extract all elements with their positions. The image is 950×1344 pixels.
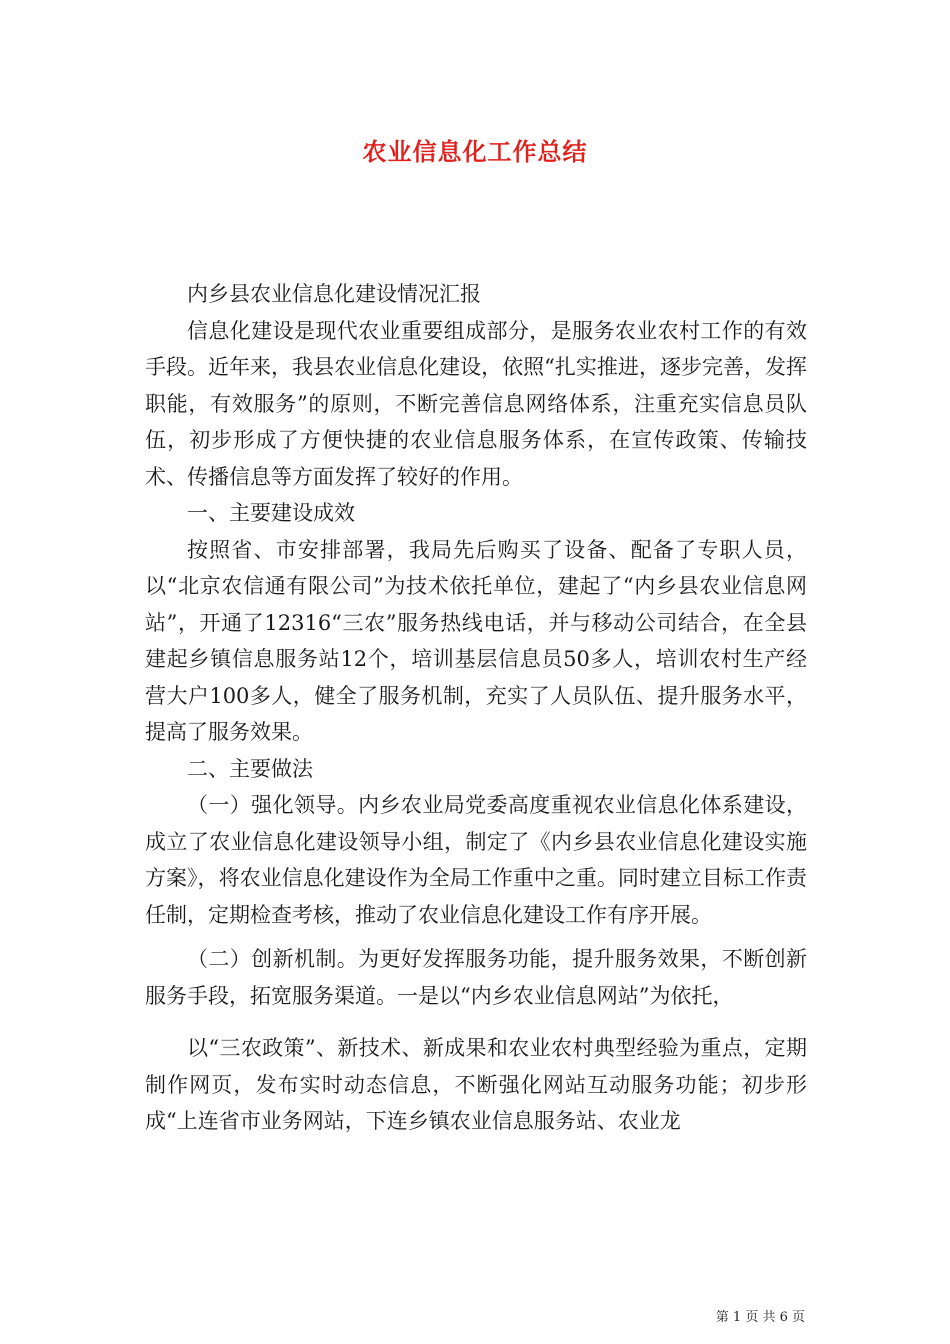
paragraph-mechanism: （二）创新机制。为更好发挥服务功能，提升服务效果，不断创新服务手段，拓宽服务渠道。一是以“内乡农业信息网站”为依托， xyxy=(145,947,807,1008)
document-title: 农业信息化工作总结 xyxy=(362,137,588,166)
paragraph-intro: 信息化建设是现代农业重要组成部分，是服务农业农村工作的有效手段。近年来，我县农业信息化建设，依照“扎实推进，逐步完善，发挥职能，有效服务”的原则，不断完善信息网络体系，注重充实信息员队伍，初步形成了方便快捷的农业信息服务体系，在宣传政策、传输技术、传播信息等方面发挥了较好的作用。 xyxy=(145,318,807,489)
section-heading-2: 二、主要做法 xyxy=(187,756,313,781)
section-heading-1: 一、主要建设成效 xyxy=(187,501,355,525)
page-number-footer: 第 1 页 共 6 页 xyxy=(715,1310,805,1325)
paragraph-leadership: （一）强化领导。内乡农业局党委高度重视农业信息化体系建设，成立了农业信息化建设领导小组，制定了《内乡县农业信息化建设实施方案》，将农业信息化建设作为全局工作重中之重。同时建立目标工作责任制，定期检查考核，推动了农业信息化建设工作有序开展。 xyxy=(145,793,807,927)
paragraph-achievements: 按照省、市安排部署，我局先后购买了设备、配备了专职人员，以“北京农信通有限公司”为技术依托单位，建起了“内乡县农业信息网站”，开通了12316“三农”服务热线电话，并与移动公司结合，在全县建起乡镇信息服务站12个，培训基层信息员50多人，培训农村生产经营大户100多人，健全了服务机制，充实了人员队伍、提升服务水平，提高了服务效果。 xyxy=(145,537,807,744)
paragraph-subtitle: 内乡县农业信息化建设情况汇报 xyxy=(187,282,481,306)
paragraph-policy: 以“三农政策”、新技术、新成果和农业农村典型经验为重点，定期制作网页，发布实时动态信息，不断强化网站互动服务功能；初步形成“上连省市业务网站，下连乡镇农业信息服务站、农业龙 xyxy=(145,1036,807,1133)
document-body xyxy=(145,276,807,1140)
